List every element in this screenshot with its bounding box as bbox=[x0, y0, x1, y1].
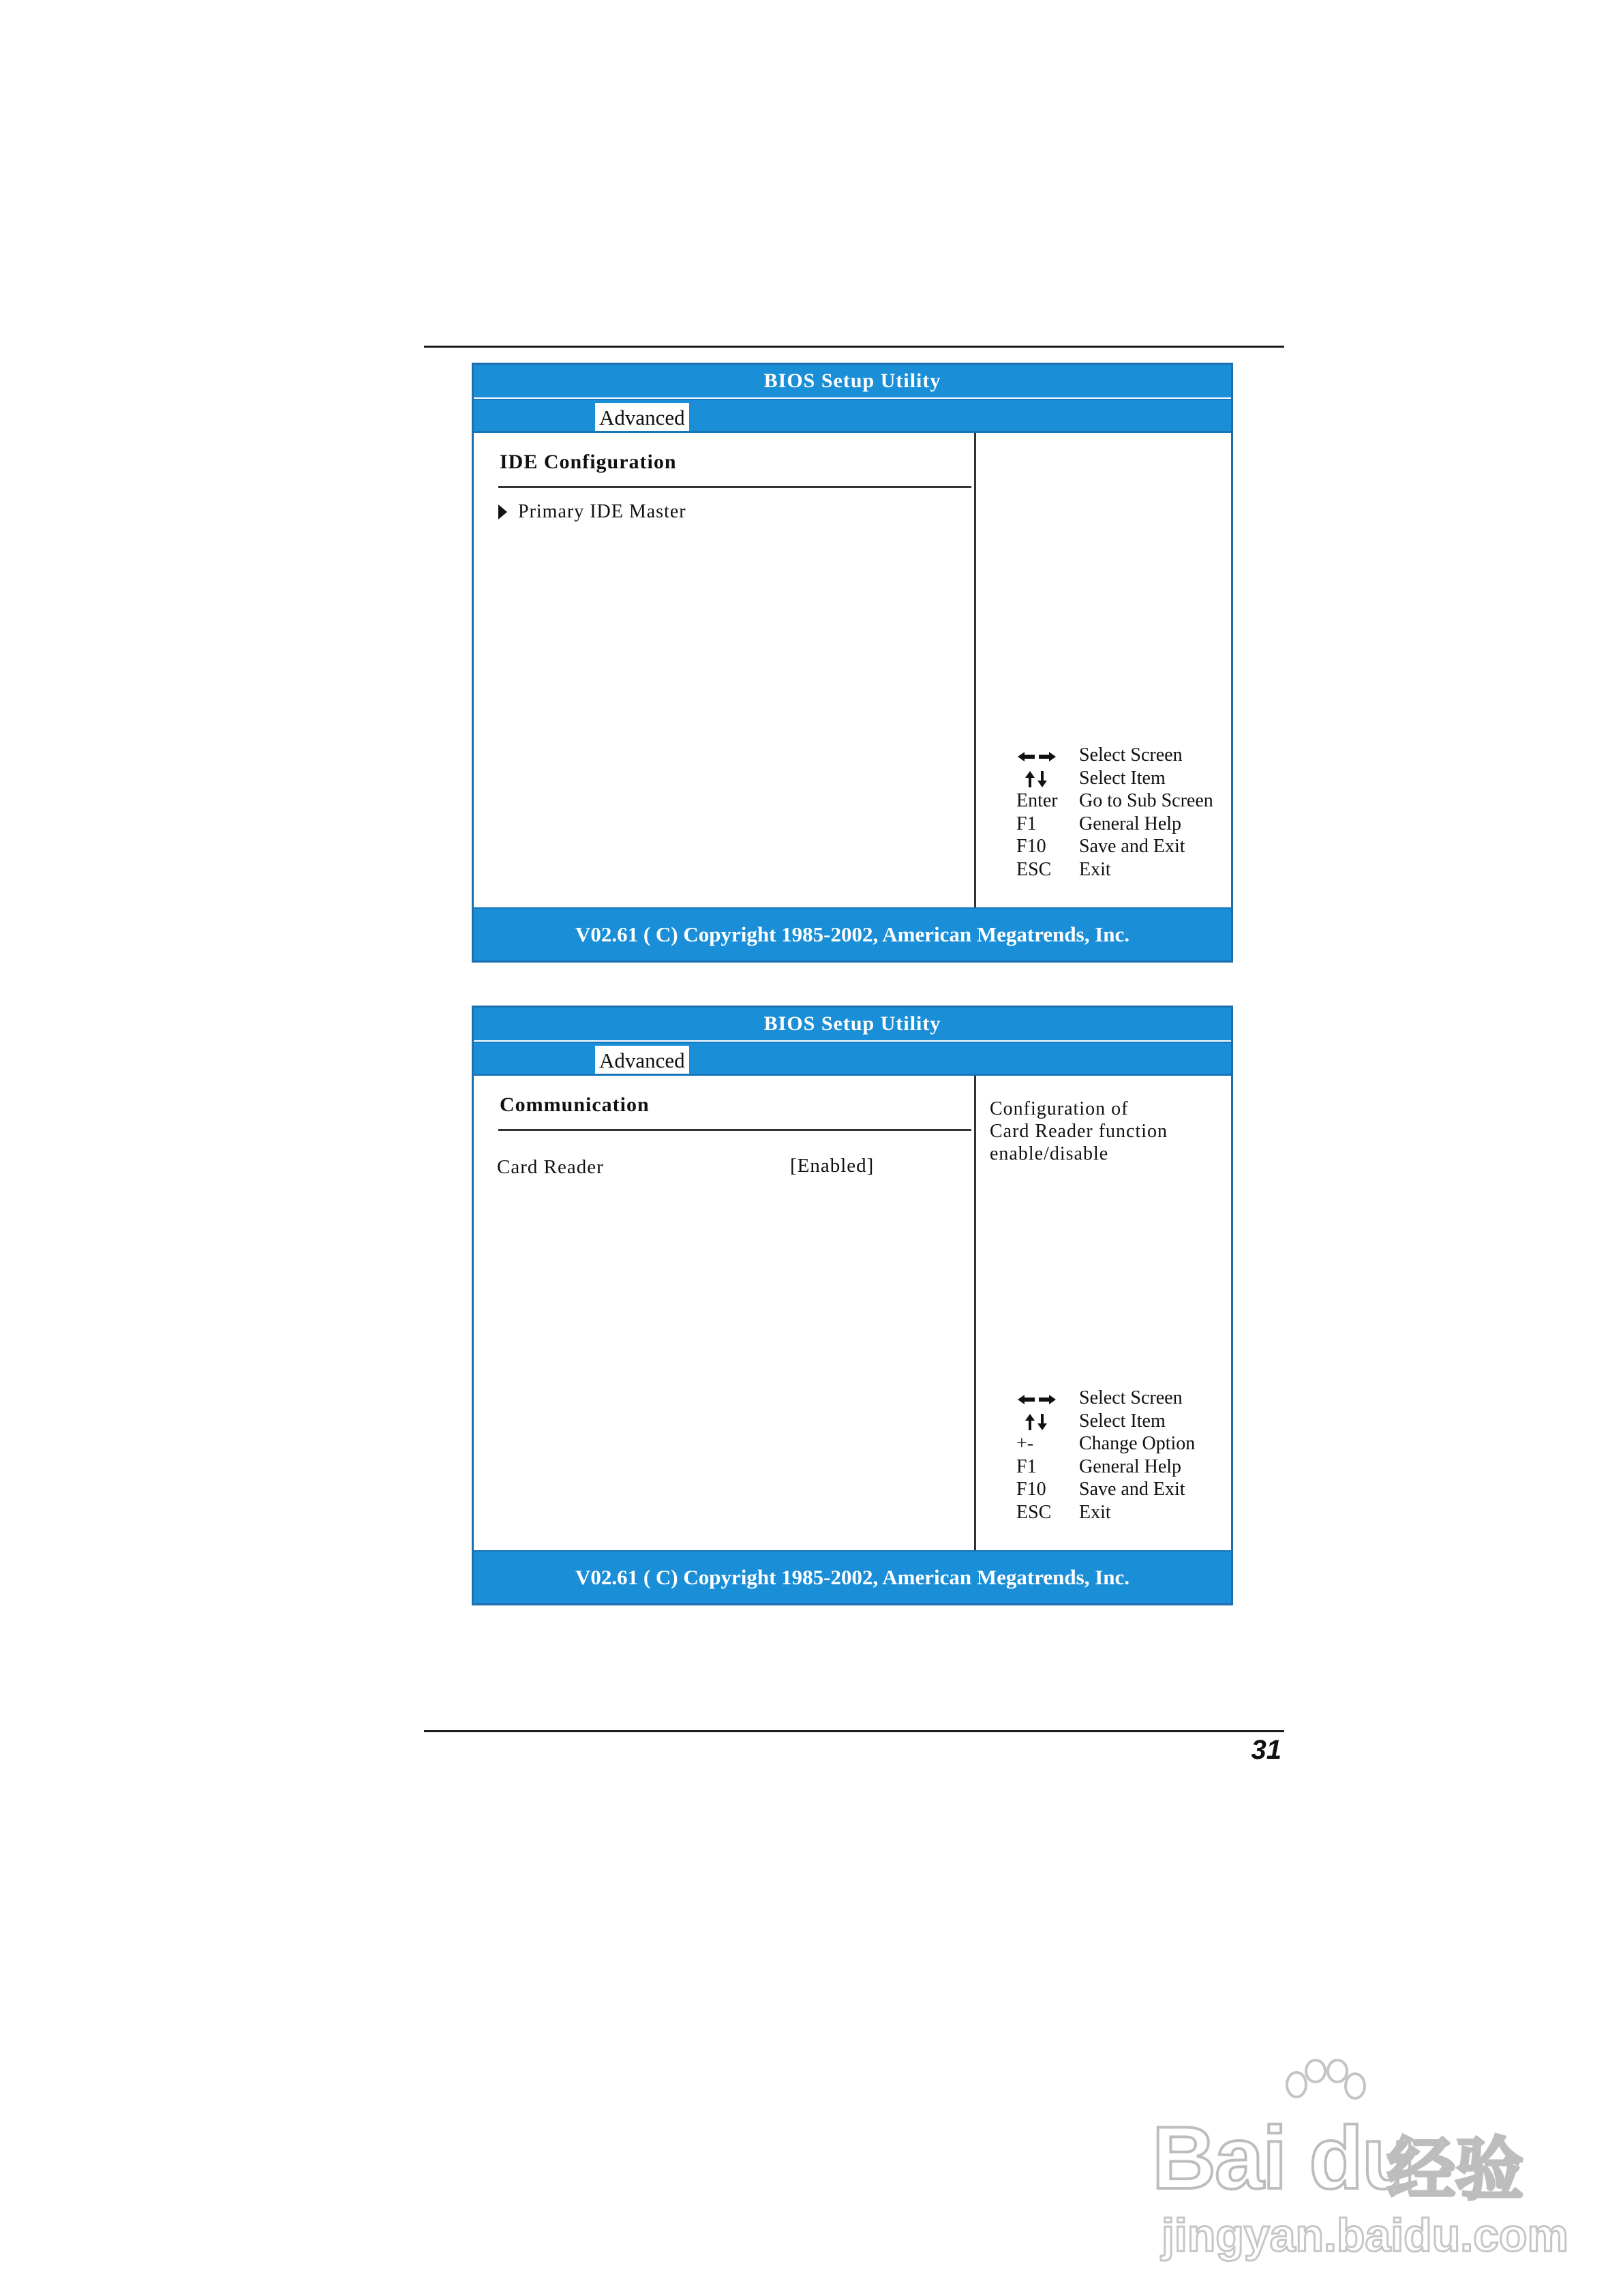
key-legend bbox=[1016, 1387, 1234, 1524]
menu-item-primary-ide-master[interactable] bbox=[498, 501, 686, 523]
arrows-left-right-icon bbox=[1016, 1389, 1057, 1410]
bios-help-pane bbox=[976, 433, 1231, 907]
legend-row: F1 General Help bbox=[1016, 813, 1182, 834]
submenu-arrow-icon bbox=[498, 504, 507, 519]
card-reader-value[interactable]: [Enabled] bbox=[790, 1155, 875, 1177]
legend-row: F1 General Help bbox=[1016, 1455, 1182, 1477]
legend-row: F10 Save and Exit bbox=[1016, 836, 1185, 858]
bios-help-pane bbox=[976, 1076, 1231, 1550]
section-divider bbox=[498, 1129, 971, 1131]
menu-item-label: Primary IDE Master bbox=[518, 501, 686, 522]
section-title: IDE Configuration bbox=[500, 451, 677, 473]
legend-row: Select Item bbox=[1016, 1410, 1234, 1433]
watermark-url: jingyan.baidu.com bbox=[1162, 2209, 1568, 2261]
bios-title-bar: BIOS Setup Utility bbox=[474, 365, 1231, 397]
arrows-up-down-icon bbox=[1016, 1412, 1057, 1432]
watermark-logo: Bai du bbox=[1152, 2108, 1415, 2207]
arrows-up-down-icon bbox=[1016, 769, 1057, 789]
help-text: Configuration of Card Reader function enable/disable bbox=[990, 1098, 1168, 1164]
bios-tab-bar bbox=[474, 399, 1231, 432]
key-legend bbox=[1016, 744, 1234, 881]
legend-row: Select Screen bbox=[1016, 744, 1234, 767]
bios-main-pane bbox=[474, 1076, 973, 1550]
bios-tab-bar bbox=[474, 1042, 1231, 1075]
copyright-footer: V02.61 ( C) Copyright 1985-2002, American Megatrends, Inc. bbox=[474, 907, 1231, 961]
section-divider bbox=[498, 486, 971, 488]
copyright-footer: V02.61 ( C) Copyright 1985-2002, American Megatrends, Inc. bbox=[474, 1550, 1231, 1603]
section-title: Communication bbox=[500, 1093, 650, 1116]
tab-advanced[interactable]: Advanced bbox=[595, 1046, 689, 1076]
legend-row: ESC Exit bbox=[1016, 1501, 1111, 1523]
arrows-left-right-icon bbox=[1016, 746, 1057, 767]
legend-row: ESC Exit bbox=[1016, 858, 1111, 880]
legend-row: +- Change Option bbox=[1016, 1433, 1196, 1455]
bottom-rule bbox=[424, 1730, 1284, 1732]
watermark-chinese: 经验 bbox=[1387, 2130, 1523, 2209]
bios-screen-communication bbox=[472, 1006, 1233, 1605]
top-rule bbox=[424, 346, 1284, 348]
legend-row: Enter Go to Sub Screen bbox=[1016, 790, 1213, 812]
legend-row: Select Screen bbox=[1016, 1387, 1234, 1410]
tab-advanced[interactable]: Advanced bbox=[595, 403, 689, 433]
page-number: 31 bbox=[1251, 1735, 1281, 1765]
bios-screen-ide-configuration bbox=[472, 363, 1233, 963]
legend-row: Select Item bbox=[1016, 767, 1234, 790]
bios-title-bar: BIOS Setup Utility bbox=[474, 1008, 1231, 1040]
baidu-watermark bbox=[1152, 2052, 1568, 2270]
legend-row: F10 Save and Exit bbox=[1016, 1479, 1185, 1500]
card-reader-label[interactable]: Card Reader bbox=[497, 1156, 604, 1178]
bios-main-pane bbox=[474, 433, 973, 907]
